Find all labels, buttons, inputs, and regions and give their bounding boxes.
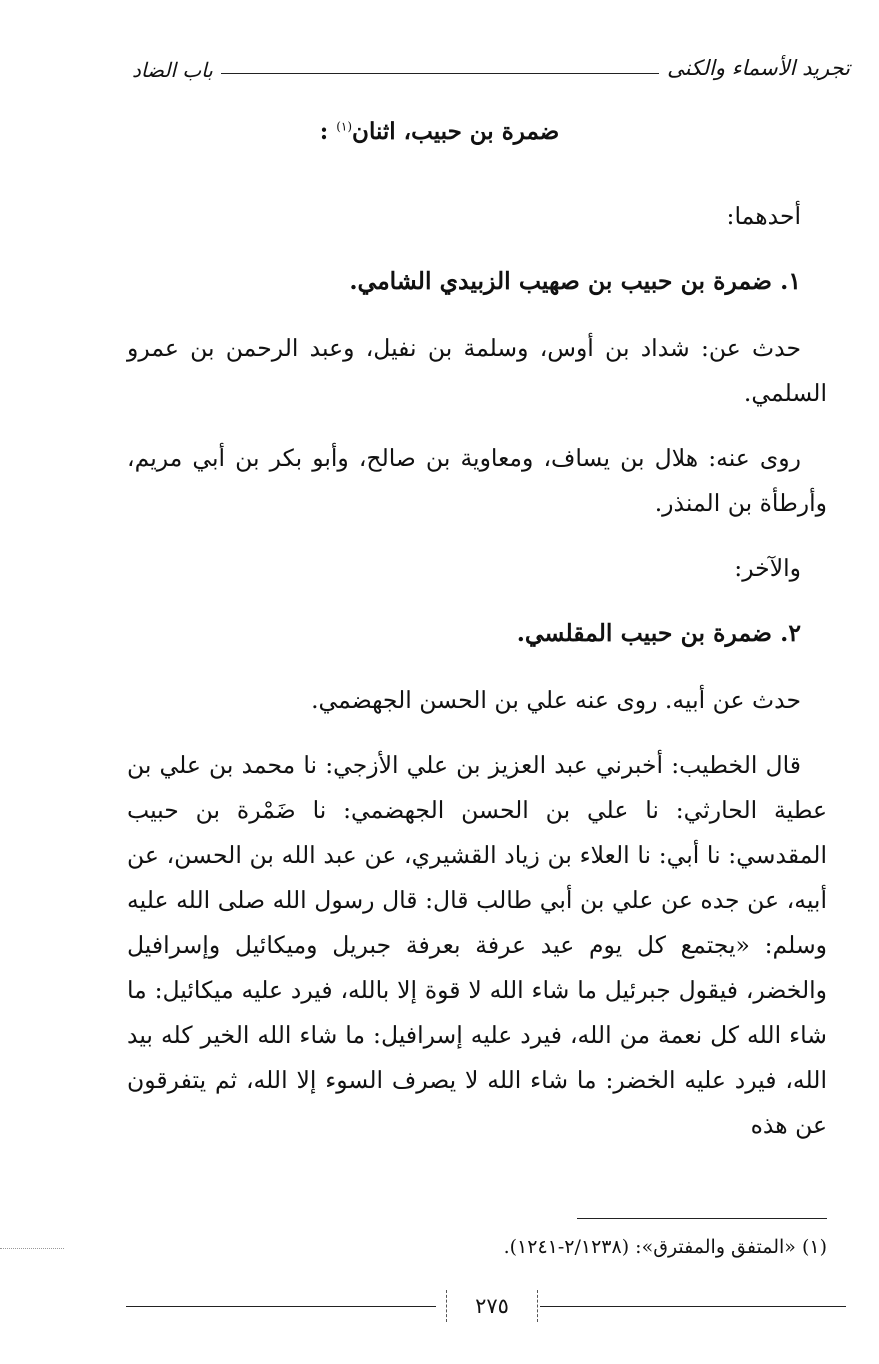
entry-heading-1: ١. ضمرة بن حبيب بن صهيب الزبيدي الشامي.: [349, 267, 801, 295]
scan-margin-mark: [0, 1248, 64, 1249]
chapter-title: باب الضاد: [132, 58, 221, 82]
paragraph-first-intro: أحدهما:: [726, 202, 801, 230]
paragraph-hadith: قال الخطيب: أخبرني عبد العزيز بن علي الأزجي: نا محمد بن علي بن عطية الحارثي: نا علي بن الحسن الجهضمي: نا ضَمْرة بن حبيب المقدسي: نا أبي: نا العلاء بن زياد القشيري، عن عبد الله بن الحسن، عن أبيه، عن جده عن علي بن أبي طالب قال: قال رسول الله صلى الله عليه وسلم: «يجتمع كل يوم عيد عرفة بعرفة جبريل وميكائيل وإسرافيل والخضر، فيقول جبرئيل ما شاء الله لا قوة إلا بالله، فيرد عليه ميكائيل: ما شاء الله كل نعمة من الله، فيرد عليه إسرافيل: ما شاء الله الخير كله بيد الله، فيرد عليه الخضر: ما شاء الله لا يصرف السوء إلا الله، ثم يتفرقون عن هذه: [127, 751, 827, 1139]
section-title-text: ضمرة بن حبيب، اثنان: [352, 118, 560, 145]
footnote: (١) «المتفق والمفترق»: (٢/١٢٣٨-١٢٤١).: [503, 1236, 827, 1258]
paragraph-narrated-from-1: حدث عن: شداد بن أوس، وسلمة بن نفيل، وعبد الرحمن بن عمرو السلمي.: [127, 334, 827, 407]
paragraph-second-intro: والآخر:: [734, 554, 801, 582]
footnote-reference: (١): [336, 119, 353, 134]
paragraph-narration-2: حدث عن أبيه. روى عنه علي بن الحسن الجهضمي.: [311, 686, 801, 714]
entry-heading-2: ٢. ضمرة بن حبيب المقلسي.: [516, 619, 801, 647]
running-header: [132, 56, 850, 92]
footer-rule-right: [540, 1306, 846, 1307]
section-title: [0, 118, 879, 145]
header-rule: [192, 73, 700, 74]
footer-rule-left: [126, 1306, 436, 1307]
footnote-rule: [577, 1218, 827, 1219]
body-text: [127, 194, 827, 1168]
paragraph-narrated-by-1: روى عنه: هلال بن يساف، ومعاوية بن صالح، وأبو بكر بن أبي مريم، وأرطأة بن المنذر.: [127, 444, 827, 517]
section-title-suffix: :: [319, 118, 329, 145]
book-title: تجريد الأسماء والكنى: [659, 56, 850, 80]
page-number: ٢٧٥: [446, 1290, 538, 1322]
